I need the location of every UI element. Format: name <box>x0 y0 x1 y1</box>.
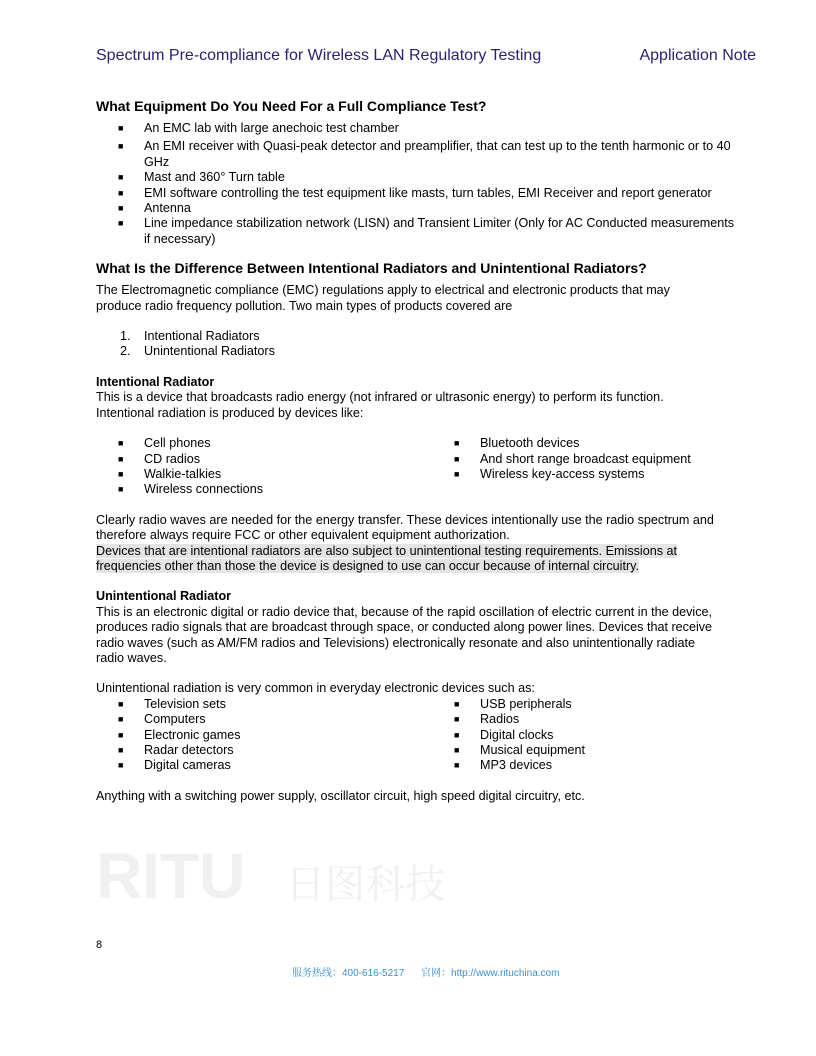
intentional-devices <box>96 436 756 498</box>
list-item: ■ Musical equipment <box>454 743 585 757</box>
list-item: ■ CD radios <box>118 451 200 466</box>
footer <box>96 967 756 980</box>
common-devices-intro: Unintentional radiation is very common in everyday electronic devices such as: <box>96 681 535 696</box>
list-item: ■ Computers <box>118 712 206 727</box>
intentional-description: This is a device that broadcasts radio energy (not infrared or ultrasonic energy) to perform its function. Intentional radiation is produced by devices like: <box>96 390 664 420</box>
radiator-types-list <box>96 329 756 360</box>
intentional-highlighted-paragraph <box>96 544 716 575</box>
list-item: ■ Radios <box>454 712 520 727</box>
highlighted-text: Devices that are intentional radiators are also subject to unintentional testing requirements. Emissions at frequencies other than those the device is designed to use can occur because of internal circuitry. <box>96 543 678 573</box>
list-item: ■ Mast and 360° Turn table <box>118 170 285 185</box>
page-header <box>96 46 756 66</box>
section-heading-difference: What Is the Difference Between Intentional Radiators and Unintentional Radiators? <box>96 260 647 277</box>
list-item: ■ Digital clocks <box>454 727 554 742</box>
list-item: ■ An EMI receiver with Quasi-peak detector and preamplifier, that can test up to the tenth harmonic or to 40 GHz <box>118 139 731 169</box>
section-heading-equipment: What Equipment Do You Need For a Full Compliance Test? <box>96 98 487 114</box>
list-item: ■ Antenna <box>118 201 191 216</box>
list-item: ■ Television sets <box>118 696 226 711</box>
unintentional-subheading: Unintentional Radiator <box>96 589 232 604</box>
document-type: Application Note <box>639 47 756 64</box>
watermark <box>96 840 756 913</box>
unintentional-devices-col1 <box>96 697 432 774</box>
list-item: ■ Line impedance stabilization network (LISN) and Transient Limiter (Only for AC Conducted measurements if necessary) <box>118 216 735 246</box>
list-item: 1. Intentional Radiators <box>120 329 260 344</box>
equipment-list <box>96 121 736 247</box>
list-item: ■ Walkie-talkies <box>118 466 222 481</box>
list-item: ■ An EMC lab with large anechoic test chamber <box>118 121 399 135</box>
watermark-chinese: 日图科技 <box>285 862 446 909</box>
intro-paragraph: The Electromagnetic compliance (EMC) regulations apply to electrical and electronic products that may produce radio frequency pollution. Two main types of products covered are <box>96 283 670 313</box>
unintentional-devices <box>96 697 756 774</box>
list-item: ■ USB peripherals <box>454 696 572 711</box>
intentional-devices-col2 <box>432 436 756 498</box>
list-item: ■ Digital cameras <box>118 758 231 773</box>
intentional-subheading: Intentional Radiator <box>96 374 215 389</box>
list-item: ■ Radar detectors <box>118 743 234 757</box>
list-item: ■ EMI software controlling the test equipment like masts, turn tables, EMI Receiver and report generator <box>118 185 712 200</box>
list-item: ■ Wireless connections <box>118 482 263 497</box>
closing-paragraph: Anything with a switching power supply, oscillator circuit, high speed digital circuitry, etc. <box>96 788 585 803</box>
list-item: 2. Unintentional Radiators <box>120 344 275 359</box>
list-item: ■ Bluetooth devices <box>454 436 580 451</box>
footer-website-link[interactable]: 官网：http://www.rituchina.com <box>421 968 560 980</box>
list-item: ■ Electronic games <box>118 727 241 742</box>
list-item: ■ And short range broadcast equipment <box>454 451 691 466</box>
footer-hotline: 服务热线：400-616-5217 <box>292 968 405 980</box>
page-number: 8 <box>96 939 103 952</box>
unintentional-description: This is an electronic digital or radio device that, because of the rapid oscillation of electric current in the device, produces radio signals that are broadcast through space, or conducted along power lines. Devices that receive radio waves (such as AM/FM radios and Televisions) electronically resonate and also unintentionally radiate radio waves. <box>96 604 713 665</box>
watermark-latin: RITU <box>96 840 246 913</box>
intentional-devices-col1 <box>96 436 432 498</box>
document-title: Spectrum Pre-compliance for Wireless LAN Regulatory Testing <box>96 47 542 64</box>
unintentional-devices-col2 <box>432 697 756 774</box>
intentional-paragraph: Clearly radio waves are needed for the energy transfer. These devices intentionally use the radio spectrum and therefore always require FCC or other equivalent equipment authorization. <box>96 512 714 543</box>
list-item: ■ Wireless key-access systems <box>454 466 645 481</box>
list-item: ■ Cell phones <box>118 436 211 451</box>
list-item: ■ MP3 devices <box>454 758 553 773</box>
